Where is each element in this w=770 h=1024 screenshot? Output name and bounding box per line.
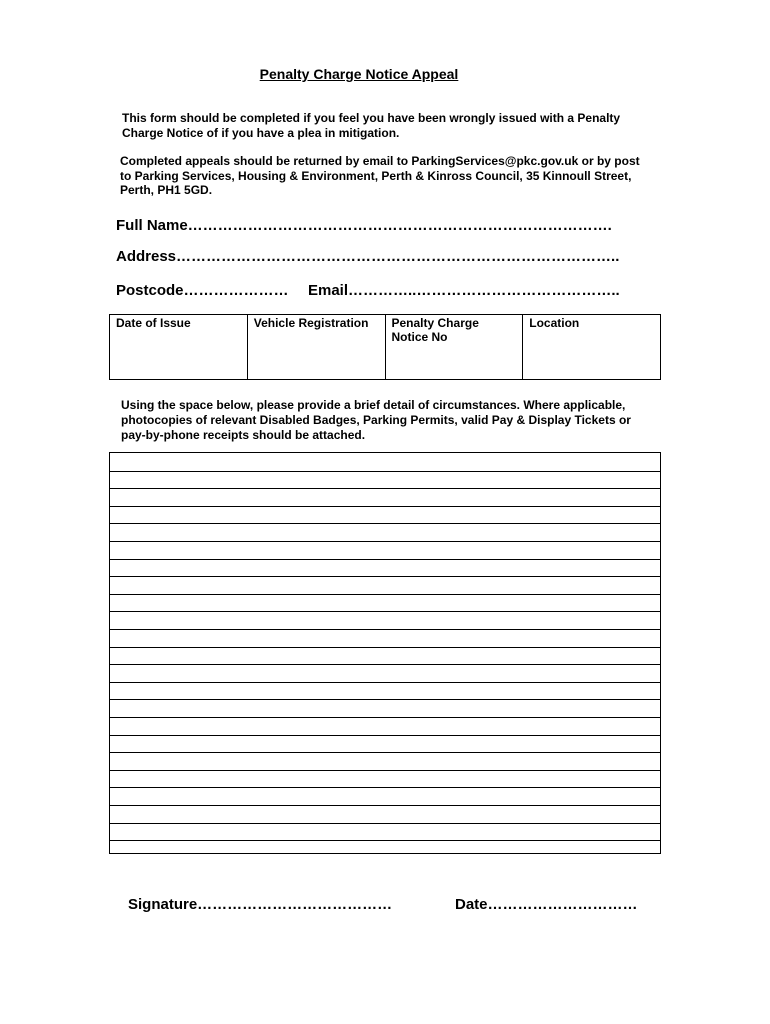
writing-line xyxy=(110,594,660,595)
vehicle-registration-cell[interactable]: Vehicle Registration xyxy=(247,315,385,380)
writing-line xyxy=(110,506,660,507)
writing-line xyxy=(110,664,660,665)
writing-line xyxy=(110,805,660,806)
writing-line xyxy=(110,735,660,736)
details-table xyxy=(109,314,661,380)
writing-line xyxy=(110,611,660,612)
signature-field[interactable]: Signature………………………………… xyxy=(128,896,393,913)
writing-line xyxy=(110,840,660,841)
writing-line xyxy=(110,488,660,489)
email-field[interactable]: Email…………..………………………………….. xyxy=(308,282,620,299)
writing-line xyxy=(110,770,660,771)
postcode-field[interactable]: Postcode………………… xyxy=(116,282,289,299)
writing-line xyxy=(110,471,660,472)
intro-paragraph: This form should be completed if you feel you have been wrongly issued with a Penalty Charge Notice of if you have a plea in mitigation. xyxy=(122,111,621,140)
circumstances-instructions: Using the space below, please provide a brief detail of circumstances. Where applicable, photocopies of relevant Disabled Badges, Parking Permits, valid Pay & Display Tickets or pay-by-phone receipts should be attached. xyxy=(121,398,631,442)
writing-line xyxy=(110,629,660,630)
return-info-paragraph: Completed appeals should be returned by email to ParkingServices@pkc.gov.uk or by post to Parking Services, Housing & Environment, Perth & Kinross Council, 35 Kinnoull Street, Perth, PH1 5GD. xyxy=(120,154,640,197)
writing-line xyxy=(110,523,660,524)
writing-line xyxy=(110,752,660,753)
writing-line xyxy=(110,576,660,577)
address-field[interactable]: Address…………………………………………………………………………….. xyxy=(116,248,620,265)
writing-line xyxy=(110,541,660,542)
date-of-issue-cell[interactable]: Date of Issue xyxy=(110,315,248,380)
details-table-row xyxy=(110,315,661,380)
date-field[interactable]: Date………………………… xyxy=(455,896,638,913)
writing-line xyxy=(110,823,660,824)
writing-line xyxy=(110,682,660,683)
writing-line xyxy=(110,647,660,648)
writing-line xyxy=(110,559,660,560)
writing-line xyxy=(110,717,660,718)
full-name-field[interactable]: Full Name…………………………………………………………………………. xyxy=(116,217,612,234)
page-title: Penalty Charge Notice Appeal xyxy=(259,66,459,82)
circumstances-writing-area[interactable] xyxy=(109,452,661,854)
writing-line xyxy=(110,787,660,788)
location-cell[interactable]: Location xyxy=(523,315,661,380)
pcn-number-cell[interactable]: Penalty Charge Notice No xyxy=(385,315,523,380)
writing-line xyxy=(110,699,660,700)
